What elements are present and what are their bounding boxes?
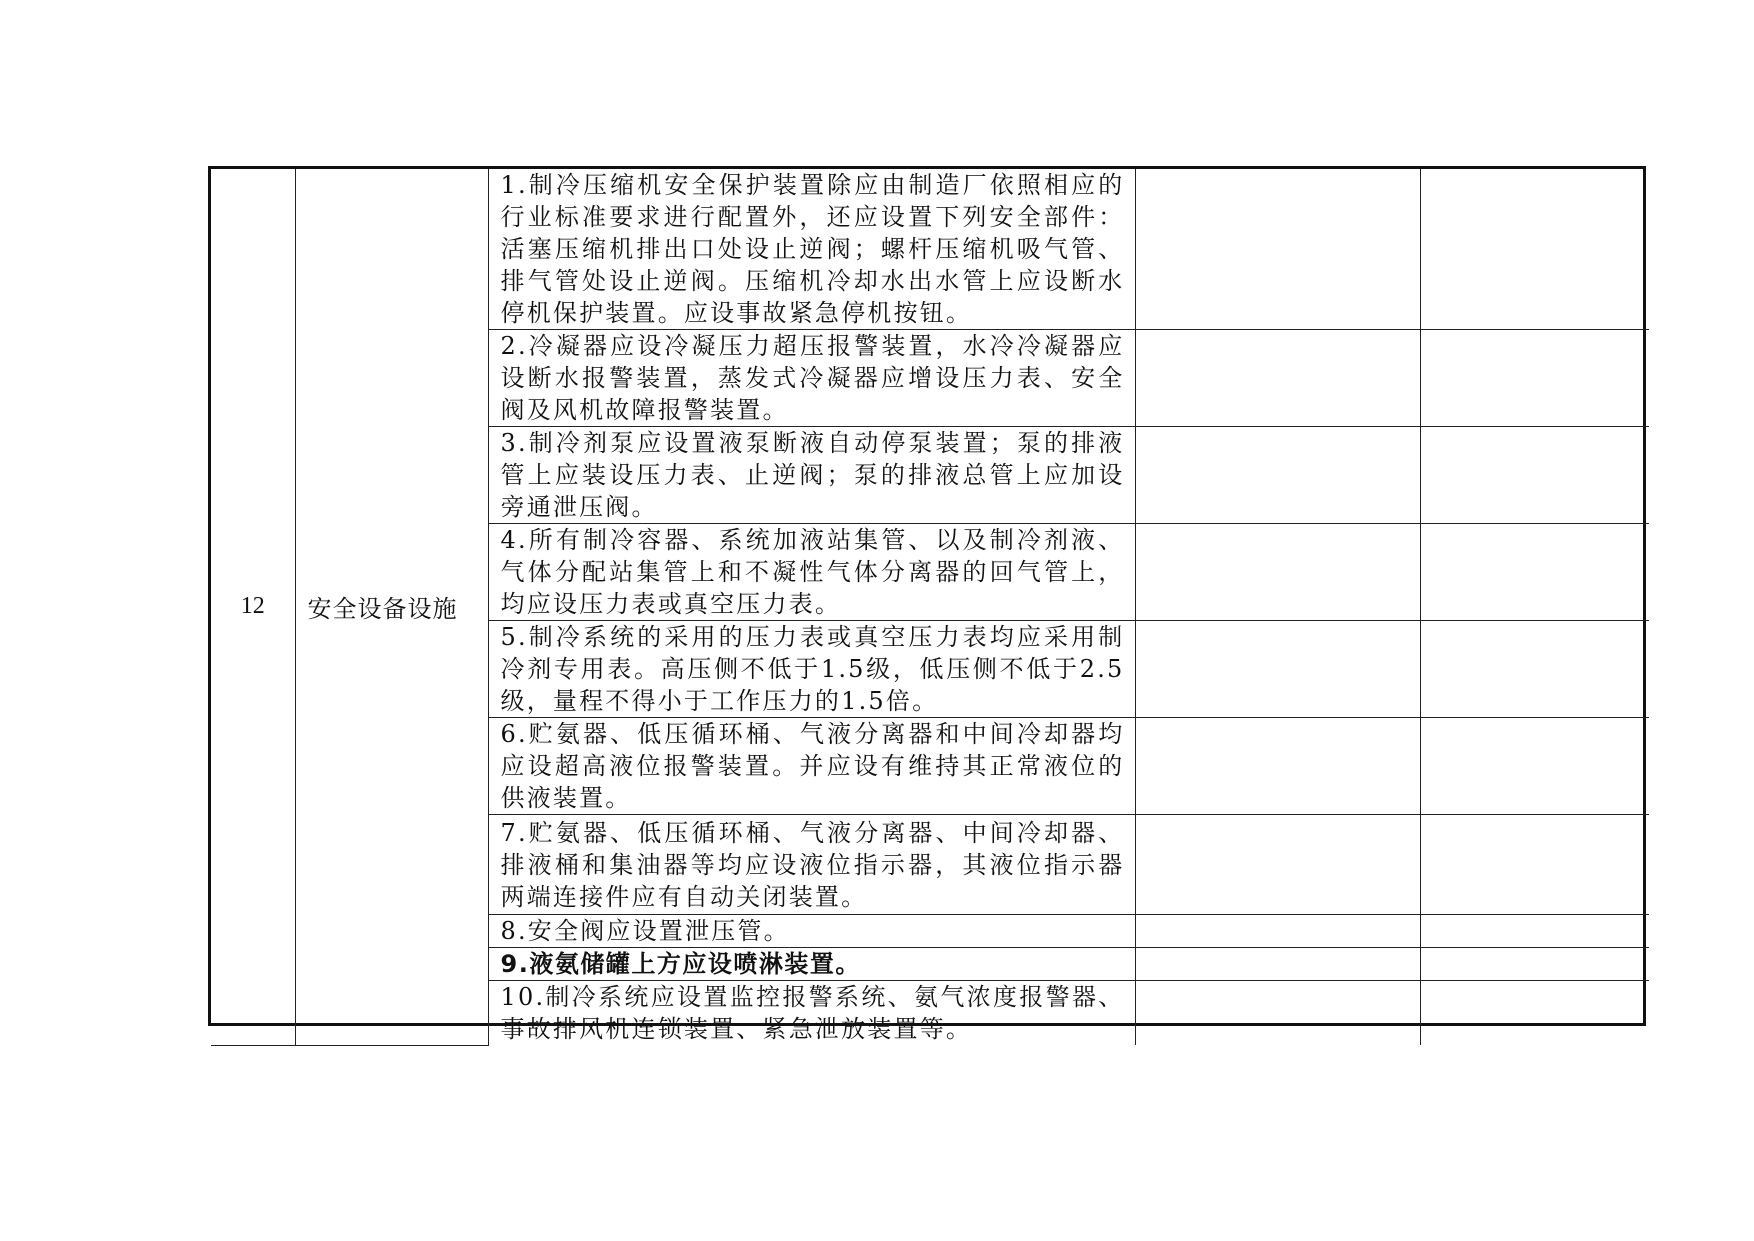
result-cell[interactable]	[1135, 427, 1420, 524]
requirement-cell: 10.制冷系统应设置监控报警系统、氨气浓度报警器、事故排风机连锁装置、紧急泄放装置等。	[488, 981, 1135, 1046]
result-cell[interactable]	[1135, 330, 1420, 427]
category-cell: 安全设备设施	[295, 169, 488, 1045]
result-cell[interactable]	[1135, 948, 1420, 981]
remark-cell[interactable]	[1420, 718, 1649, 815]
requirement-cell: 3.制冷剂泵应设置液泵断液自动停泵装置；泵的排液管上应装设压力表、止逆阀；泵的排液总管上应加设旁通泄压阀。	[488, 427, 1135, 524]
requirement-cell-bold: 9.液氨储罐上方应设喷淋装置。	[488, 948, 1135, 981]
result-cell[interactable]	[1135, 981, 1420, 1046]
remark-cell[interactable]	[1420, 524, 1649, 621]
remark-cell[interactable]	[1420, 915, 1649, 948]
remark-cell[interactable]	[1420, 330, 1649, 427]
table-body	[211, 169, 1649, 1045]
inspection-table	[211, 169, 1649, 1046]
requirement-cell: 4.所有制冷容器、系统加液站集管、以及制冷剂液、气体分配站集管上和不凝性气体分离器的回气管上，均应设压力表或真空压力表。	[488, 524, 1135, 621]
requirement-cell: 8.安全阀应设置泄压管。	[488, 915, 1135, 948]
result-cell[interactable]	[1135, 169, 1420, 330]
result-cell[interactable]	[1135, 915, 1420, 948]
result-cell[interactable]	[1135, 718, 1420, 815]
remark-cell[interactable]	[1420, 815, 1649, 915]
remark-cell[interactable]	[1420, 621, 1649, 718]
result-cell[interactable]	[1135, 524, 1420, 621]
remark-cell[interactable]	[1420, 981, 1649, 1046]
requirement-cell: 5.制冷系统的采用的压力表或真空压力表均应采用制冷剂专用表。高压侧不低于1.5级，低压侧不低于2.5级，量程不得小于工作压力的1.5倍。	[488, 621, 1135, 718]
table-row	[211, 169, 1649, 330]
remark-cell[interactable]	[1420, 948, 1649, 981]
requirement-cell: 6.贮氨器、低压循环桶、气液分离器和中间冷却器均应设超高液位报警装置。并应设有维持其正常液位的供液装置。	[488, 718, 1135, 815]
remark-cell[interactable]	[1420, 169, 1649, 330]
requirement-cell: 1.制冷压缩机安全保护装置除应由制造厂依照相应的行业标准要求进行配置外，还应设置下列安全部件：活塞压缩机排出口处设止逆阀；螺杆压缩机吸气管、排气管处设止逆阀。压缩机冷却水出水管上应设断水停机保护装置。应设事故紧急停机按钮。	[488, 169, 1135, 330]
item-number-cell: 12	[211, 169, 295, 1045]
result-cell[interactable]	[1135, 621, 1420, 718]
result-cell[interactable]	[1135, 815, 1420, 915]
requirement-cell: 2.冷凝器应设冷凝压力超压报警装置，水冷冷凝器应设断水报警装置，蒸发式冷凝器应增设压力表、安全阀及风机故障报警装置。	[488, 330, 1135, 427]
inspection-table-sheet	[208, 166, 1646, 1043]
requirement-cell: 7.贮氨器、低压循环桶、气液分离器、中间冷却器、排液桶和集油器等均应设液位指示器，其液位指示器两端连接件应有自动关闭装置。	[488, 815, 1135, 915]
remark-cell[interactable]	[1420, 427, 1649, 524]
